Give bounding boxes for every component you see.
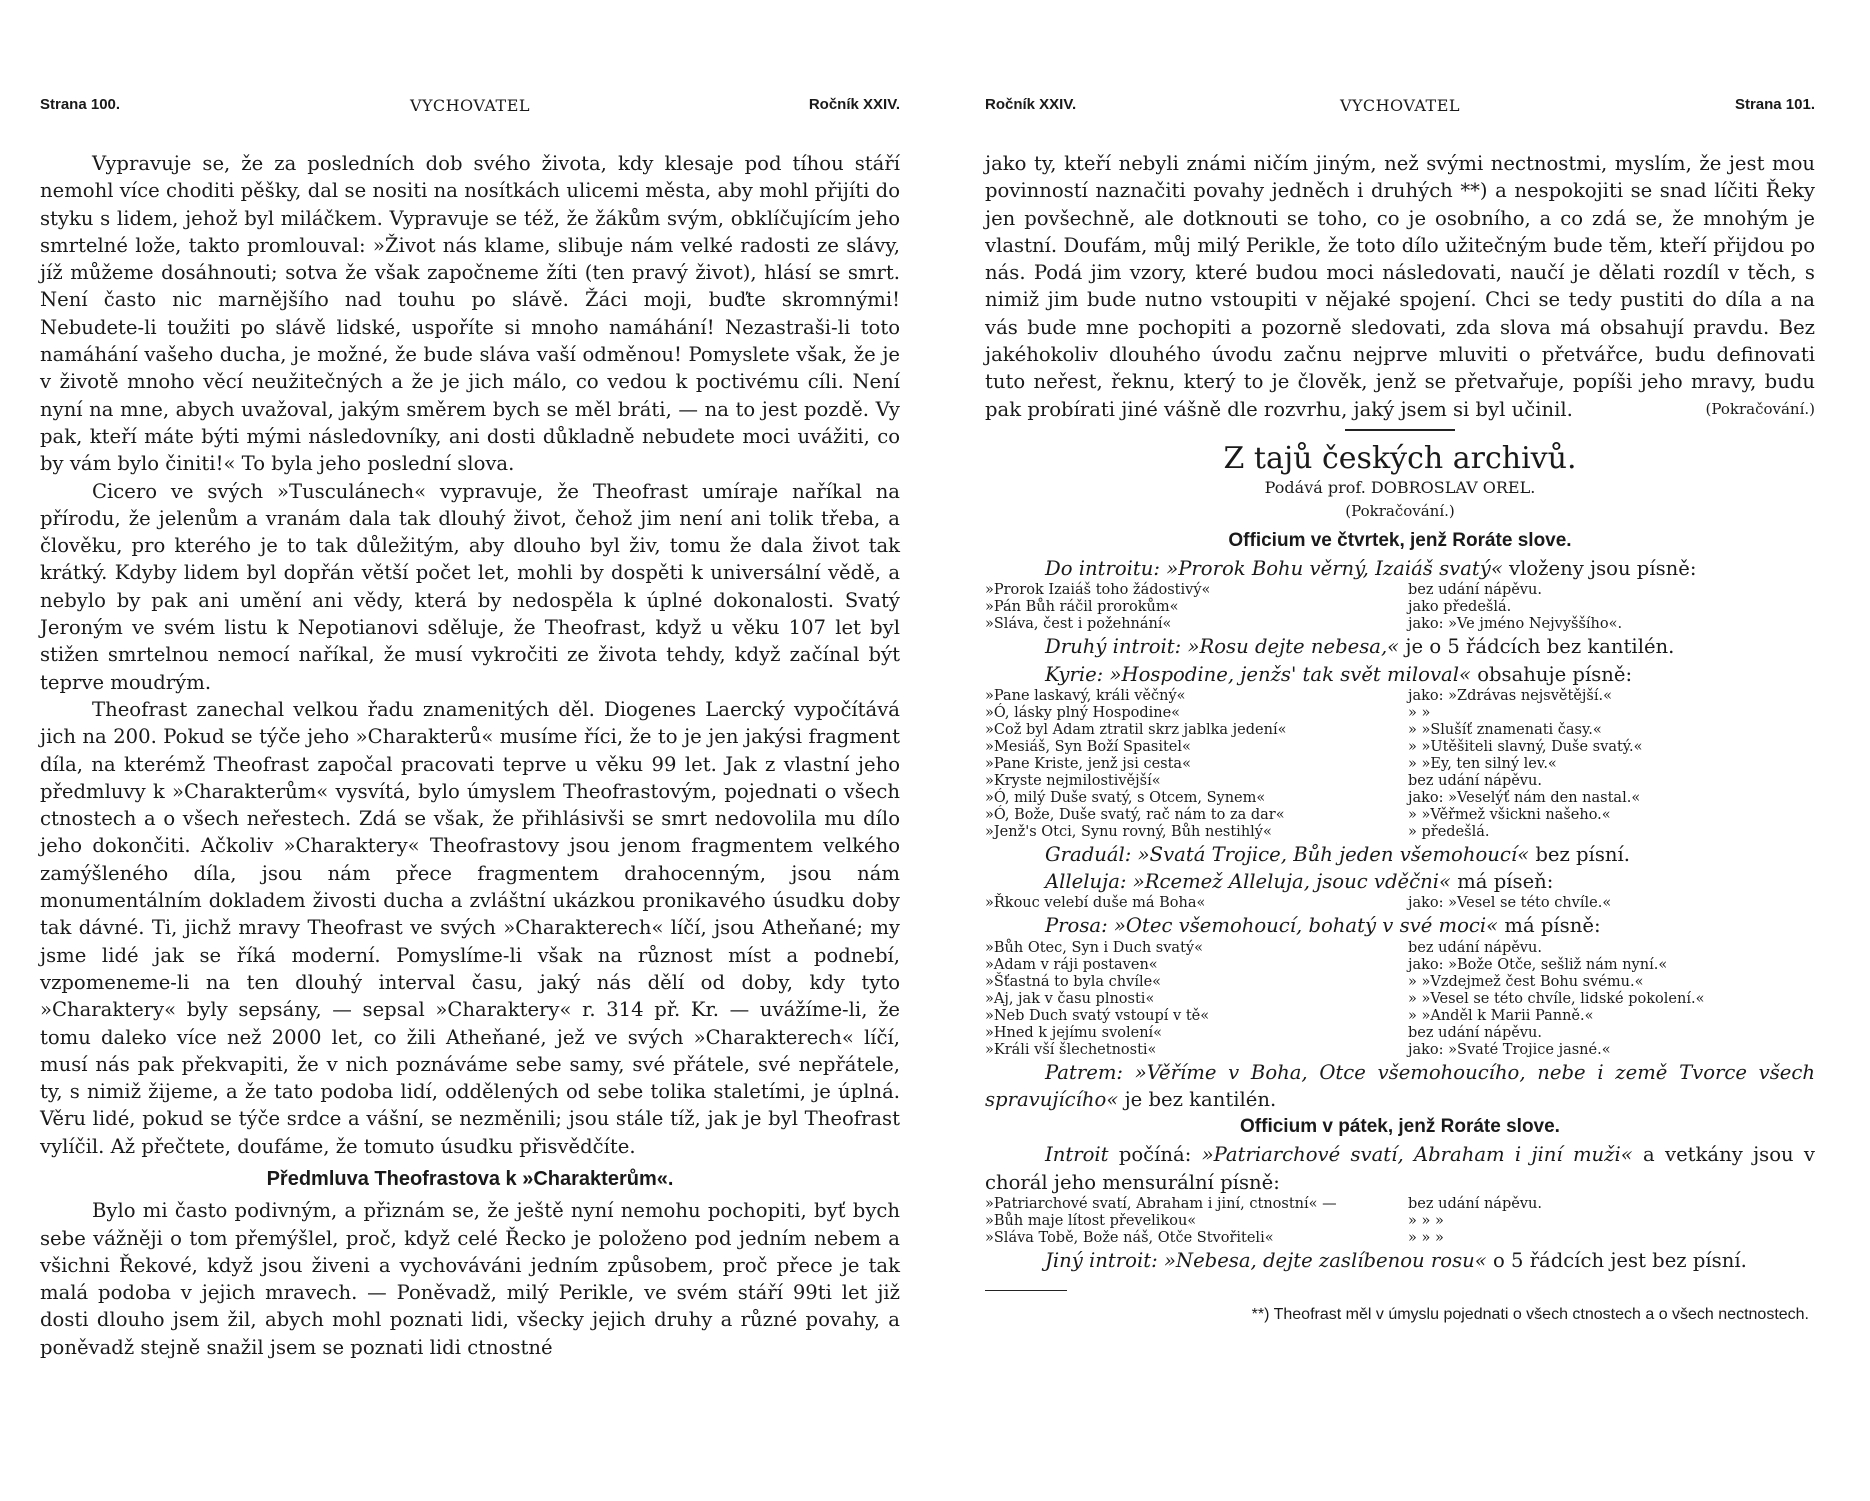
song-item xyxy=(985,957,1815,974)
officium-friday-heading: Officium v pátek, jenž Roráte slove. xyxy=(1240,1116,1560,1138)
song-item xyxy=(985,1213,1815,1230)
paragraph: Vypravuje se, že za posledních dob svého života, kdy klesaje pod tíhou stáří nemohl více choditi pěšky, dal se nositi na nosítkách ulicemi města, aby mohl přijíti do styku s lidem, jehož byl miláčkem. Vypravuje se též, že žákům svým, obklíčujícím jeho smrtelné lože, takto promlouval: »Život nás klame, slibuje nám velké radosti ze slávy, jíž můžeme dosáhnouti; sotva že však započneme žíti (ten pravý život), hlásí se smrt. Není často nic marnějšího nad touhu po slávě. Žáci moji, buďte skromnými! Nebudete-li toužiti po slávě lidské, uspoříte si mnoho namáhání! Nezastraši-li toto namáhání vašeho ducha, je možné, že bude sláva vaší odměnou! Pomyslete však, že je v životě mnoho věcí neužitečných a že je jich málo, co vedou k poctivému cíli. Není nyní na mne, abych uvažoval, jakým směrem bych se měl bráti, — na to jest pozdě. Vy pak, kteří máte býti mými následovníky, ani dosti důkladně nebudete moci uvážiti, co by vám bylo činiti!« To byla jeho poslední slova. xyxy=(40,152,900,476)
right-page-body xyxy=(985,150,1815,1329)
alleluja-line xyxy=(985,868,1815,895)
song-melody: jako: »Svaté Trojice jasné.« xyxy=(1408,1041,1611,1058)
song-melody: bez udání nápěvu. xyxy=(1408,772,1542,789)
prosa-title: »Otec všemohoucí, bohatý v své moci« xyxy=(1113,914,1499,938)
song-title: »Sláva Tobě, Bože náš, Otče Stvořiteli« xyxy=(985,1229,1274,1246)
song-melody: bez udání nápěvu. xyxy=(1408,1024,1542,1041)
song-title: »Ó, lásky plný Hospodine« xyxy=(985,704,1181,721)
song-item xyxy=(985,895,1815,912)
friday-other-label: Jiný introit: xyxy=(1045,1248,1158,1272)
song-title: »Bůh maje lítost převelikou« xyxy=(985,1212,1197,1229)
byline: Podává prof. DOBROSLAV OREL. xyxy=(1264,477,1536,497)
song-item xyxy=(985,790,1815,807)
kyrie-label: Kyrie: xyxy=(1045,662,1104,686)
introit-text: vloženy jsou písně: xyxy=(1509,556,1697,580)
song-item xyxy=(985,1025,1815,1042)
prosa-text: má písně: xyxy=(1504,914,1601,938)
song-list xyxy=(985,940,1815,1059)
graduale-title: »Svatá Trojice, Bůh jeden všemohoucí« xyxy=(1137,842,1530,866)
left-page xyxy=(40,0,900,1501)
graduale-line xyxy=(985,841,1815,868)
song-melody: jako: »Vesel se této chvíle.« xyxy=(1408,895,1612,912)
song-item xyxy=(985,940,1815,957)
song-list xyxy=(985,1196,1815,1247)
song-title: »Bůh Otec, Syn i Duch svatý« xyxy=(985,939,1203,956)
song-item xyxy=(985,599,1815,616)
continued-text: jako ty, kteří nebyli známi ničím jiným, než svými nectnostmi, myslím, že jest mou povinností naznačiti povahy jedněch i druhých **) a nespokojiti se snad líčiti Řeky jen povšechně, ale dotknouti se toho, co je osobního, a co zdá se, že mnohým je vlastní. Doufám, můj milý Perikle, že toto dílo užitečným bude těm, kteří přijdou po nás. Podá jim vzory, které budou moci následovati, naučí je dělati rozdíl v těch, s nimiž jim bude nutno vstoupiti v nějaké spojení. Chci se tedy pustiti do díla a na vás bude mne pochopiti a pozorně sledovati, zda slova má obsahují pravdu. Bez jakéhokoliv dlouhého úvodu začnu nejprve mluviti o přetvářce, budu definovati tuto neřest, řeknu, který to je člověk, jenž se přetvařuje, popíši jeho mravy, budu pak probírati jiné vášně dle rozvrhu, jaký jsem si byl učinil. xyxy=(985,152,1815,421)
song-title: »Ó, milý Duše svatý, s Otcem, Synem« xyxy=(985,789,1266,806)
kyrie-line xyxy=(985,661,1815,688)
page-number-right: Strana 101. xyxy=(1734,96,1815,113)
patrem-text: je bez kantilén. xyxy=(1124,1088,1277,1112)
song-melody: » » xyxy=(1408,704,1431,721)
song-melody: » předešlá. xyxy=(1408,823,1490,840)
page-number-left: Strana 100. xyxy=(40,96,121,113)
prosa-line xyxy=(985,912,1815,939)
song-title: »Pane Kriste, jenž jsi cesta« xyxy=(985,755,1191,772)
divider xyxy=(1345,429,1455,431)
song-melody: » »Věřmež všickni našeho.« xyxy=(1408,806,1611,823)
song-item xyxy=(985,974,1815,991)
friday-other-introit-line xyxy=(985,1247,1815,1274)
song-melody: jako: »Veselýť nám den nastal.« xyxy=(1408,789,1641,806)
friday-introit-title: »Patriarchové svatí, Abraham i jiní muži« xyxy=(1201,1143,1633,1167)
footnote: **) Theofrast měl v úmyslu pojednati o všech ctnostech a o všech nectnostech. xyxy=(1251,1306,1809,1324)
song-title: »Aj, jak v času plnosti« xyxy=(985,990,1155,1007)
section-heading: Předmluva Theofrastova k »Charakterům«. xyxy=(266,1167,674,1190)
song-melody: jako: »Ve jméno Nejvyššího«. xyxy=(1408,616,1623,633)
song-item xyxy=(985,616,1815,633)
song-title: »Patriarchové svatí, Abraham i jiní, ctnostní« — xyxy=(985,1195,1337,1212)
alleluja-text: má píseň: xyxy=(1457,870,1554,894)
friday-other-text: o 5 řádcích jest bez písní. xyxy=(1492,1248,1747,1272)
byline-note: (Pokračování.) xyxy=(1345,501,1455,520)
song-title: »Šťastná to byla chvíle« xyxy=(985,973,1162,990)
song-title: »Řkouc velebí duše má Boha« xyxy=(985,895,1206,912)
song-melody: » »Slušíť znamenati časy.« xyxy=(1408,721,1602,738)
graduale-label: Graduál: xyxy=(1045,842,1132,866)
journal-title-left: VYCHOVATEL xyxy=(410,96,530,115)
song-melody: » »Ey, ten silný lev.« xyxy=(1408,755,1557,772)
song-melody: » »Utěšiteli slavný, Duše svatý.« xyxy=(1408,738,1643,755)
friday-other-title: »Nebesa, dejte zaslíbenou rosu« xyxy=(1163,1248,1487,1272)
graduale-text: bez písní. xyxy=(1535,842,1630,866)
song-title: »Což byl Adam ztratil skrz jablka jedení« xyxy=(985,721,1287,738)
patrem-label: Patrem: xyxy=(1045,1060,1124,1084)
patrem-title: »Věříme v Boha, Otce všemohoucího, nebe i země Tvorce všech spravujícího« xyxy=(985,1060,1815,1112)
second-introit-title: »Rosu dejte nebesa,« xyxy=(1187,635,1400,659)
paragraph: Cicero ve svých »Tusculánech« vypravuje, že Theofrast umíraje naříkal na přírodu, že jelenům a vranám dala tak dlouhý život, čehož jim není ani tolik třeba, a člověku, pro kterého je to tak důležitým, aby dlouho byl živ, tomu že dala život tak krátký. Kdyby lidem byl dopřán větší počet let, mohli by dospěti k universální vědě, a nebylo by pak ani umění ani vědy, která by nedospěla k úplné dokonalosti. Svatý Jeroným ve svém listu k Nepotianovi sděluje, že Theofrast, když u věku 107 let byl stižen smrtelnou nemocí naříkal, že musí vykročiti ze života tehdy, když začínal být teprve moudrým. xyxy=(40,479,900,694)
song-item xyxy=(985,991,1815,1008)
song-title: »Ó, Bože, Duše svatý, rač nám to za dar« xyxy=(985,806,1285,823)
alleluja-label: Alleluja: xyxy=(1045,870,1127,894)
song-melody: bez udání nápěvu. xyxy=(1408,1195,1542,1212)
song-item xyxy=(985,756,1815,773)
left-page-header xyxy=(40,96,900,120)
song-melody: » »Anděl k Marii Panně.« xyxy=(1408,1007,1594,1024)
right-page-header xyxy=(985,96,1815,120)
song-list xyxy=(985,582,1815,633)
song-item xyxy=(985,1230,1815,1247)
song-melody: jako: »Zdrávas nejsvětější.« xyxy=(1408,687,1612,704)
kyrie-title: »Hospodine, jenžs' tak svět miloval« xyxy=(1109,662,1471,686)
introit-label: Do introitu: xyxy=(1045,556,1161,580)
song-melody: » » » xyxy=(1408,1229,1444,1246)
song-title: »Neb Duch svatý vstoupí v tě« xyxy=(985,1007,1210,1024)
song-item xyxy=(985,739,1815,756)
kyrie-text: obsahuje písně: xyxy=(1477,662,1633,686)
song-melody: » » » xyxy=(1408,1212,1444,1229)
song-title: »Kryste nejmilostivější« xyxy=(985,772,1161,789)
song-melody: » »Vesel se této chvíle, lidské pokolení.« xyxy=(1408,990,1705,1007)
song-item xyxy=(985,1196,1815,1213)
song-item xyxy=(985,688,1815,705)
second-introit-text: je o 5 řádcích bez kantilén. xyxy=(1405,635,1675,659)
introit-title: »Prorok Bohu věrný, Izaiáš svatý« xyxy=(1166,556,1503,580)
song-item xyxy=(985,705,1815,722)
patrem-line xyxy=(985,1059,1815,1114)
song-item xyxy=(985,807,1815,824)
volume-label-right: Ročník XXIV. xyxy=(985,96,1077,113)
song-melody: bez udání nápěvu. xyxy=(1408,582,1542,599)
second-introit-line xyxy=(985,633,1815,660)
right-page xyxy=(985,0,1815,1501)
alleluja-title: »Rcemež Alleluja, jsouc vděčni« xyxy=(1132,870,1451,894)
friday-introit-text: a vetkány jsou v chorál jeho mensurální písně: xyxy=(985,1143,1815,1194)
song-melody: bez udání nápěvu. xyxy=(1408,939,1542,956)
song-title: »Králi vší šlechetnosti« xyxy=(985,1041,1157,1058)
song-item xyxy=(985,1008,1815,1025)
prosa-label: Prosa: xyxy=(1045,914,1108,938)
continued-note: (Pokračování.) xyxy=(1705,399,1815,418)
paragraph xyxy=(985,150,1815,423)
second-introit-label: Druhý introit: xyxy=(1045,635,1182,659)
song-item xyxy=(985,722,1815,739)
song-title: »Pán Bůh ráčil prorokům« xyxy=(985,599,1179,616)
song-title: »Prorok Izaiáš toho žádostivý« xyxy=(985,582,1211,599)
song-melody: jako předešlá. xyxy=(1408,599,1512,616)
song-list xyxy=(985,688,1815,841)
friday-introit-verb: počíná: xyxy=(1118,1143,1192,1167)
introit-line xyxy=(985,555,1815,582)
officium-thursday-heading: Officium ve čtvrtek, jenž Roráte slove. xyxy=(1228,529,1572,551)
friday-introit-label: Introit xyxy=(1045,1143,1109,1167)
song-item xyxy=(985,773,1815,790)
song-title: »Pane laskavý, králi věčný« xyxy=(985,687,1186,704)
article-title: Z tajů českých archivů. xyxy=(1223,440,1577,476)
left-page-body xyxy=(40,150,900,1361)
song-title: »Hned k jejímu svolení« xyxy=(985,1024,1163,1041)
volume-label-left: Ročník XXIV. xyxy=(808,96,900,113)
journal-title-right: VYCHOVATEL xyxy=(1340,96,1460,115)
friday-introit-line xyxy=(985,1141,1815,1196)
song-list xyxy=(985,895,1815,912)
paragraph: Bylo mi často podivným, a přiznám se, že ještě nyní nemohu pochopiti, byť bych sebe vážněji o tom přemýšlel, proč, když celé Řecko je položeno pod jedním nebem a všichni Řekové, když jsou živeni a vychováváni jedním způsobem, proč přece je tak malá podoba v jejich mravech. — Poněvadž, milý Perikle, ve svém stáří 99ti let již dosti dlouho jsem žil, abych mohl poznati lidi, všecky jejich druhy a různé povahy, a poněvadž stejně snažil jsem se poznati lidi ctnostné xyxy=(40,1199,900,1359)
paragraph: Theofrast zanechal velkou řadu znamenitých děl. Diogenes Laercký vypočítává jich na 200. Pokud se týče jeho »Charakterů« musíme říci, že to je jen jakýsi fragment díla, na kterémž Theofrast započal pracovati teprve u věku 99 let. Jak z vlastní jeho předmluvy k »Charakterům« vysvítá, bylo úmyslem Theofrastovým, pojednati o všech ctnostech a o všech neřestech. Zdá se však, že přihlásivši se smrt nedovolila mu dílo jeho dokončiti. Ačkoliv »Charaktery« Theofrastovy jsou jenom fragmentem velkého zamýšleného díla, jsou nám přece fragmentem drahocenným, jsou nám monumentálním dokladem živosti ducha a zvláštní ukázkou pronikavého úsudku doby tak dávné. Ti, jichž mravy Theofrast ve svých »Charakterech« líčí, jsou Atheňané; my jsme lidé jak se říká moderní. Pomyslíme-li však na různost míst a podnebí, vzpomeneme-li na ten dlouhý interval času, jaký nás dělí od doby, kdy tyto »Charaktery« byly sepsány, — sepsal »Charaktery« r. 314 př. Kr. — uvážíme-li, že tomu daleko více než 2000 let, co žili Atheňané, jež ve svých »Charakterech« líčí, musí nás pak překvapiti, že v nich poznáváme sebe samy, své přátele, své nepřátele, ty, s nimiž žijeme, a že tato podoba lidí, oddělených od sebe tolika staletími, je úplná. Věru lidé, pokud se týče srdce a vášní, se nezměnili; jsou stále tíž, jak je byl Theofrast vylíčil. Až přečtete, doufáme, že tomuto úsudku přisvědčíte. xyxy=(40,697,900,1158)
song-item xyxy=(985,1042,1815,1059)
song-title: »Adam v ráji postaven« xyxy=(985,956,1158,973)
song-item xyxy=(985,582,1815,599)
footnote-divider xyxy=(985,1290,1067,1291)
song-melody: » »Vzdejmež čest Bohu svému.« xyxy=(1408,973,1644,990)
song-title: »Sláva, čest i požehnání« xyxy=(985,616,1172,633)
song-title: »Jenž's Otci, Synu rovný, Bůh nestihlý« xyxy=(985,823,1272,840)
song-item xyxy=(985,824,1815,841)
song-title: »Mesiáš, Syn Boží Spasitel« xyxy=(985,738,1191,755)
song-melody: jako: »Bože Otče, sešliž nám nyní.« xyxy=(1408,956,1668,973)
